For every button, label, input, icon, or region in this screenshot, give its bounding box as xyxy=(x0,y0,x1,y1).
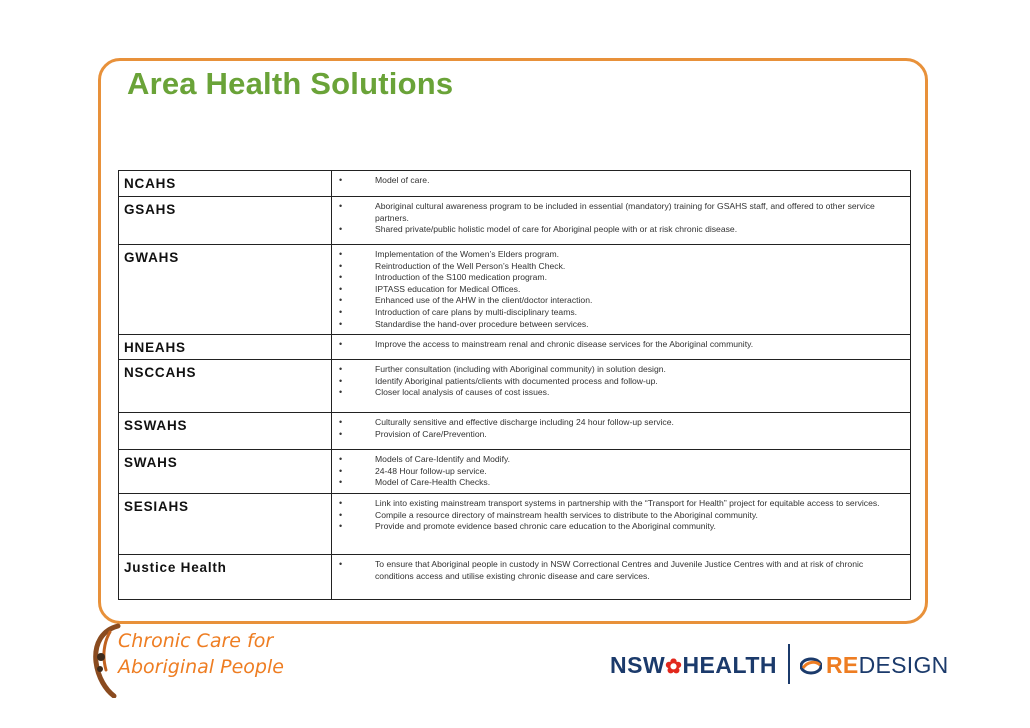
solution-item xyxy=(332,295,904,307)
solutions-cell xyxy=(332,493,911,554)
solutions-cell xyxy=(332,450,911,494)
solutions-cell xyxy=(332,360,911,413)
solution-list xyxy=(332,175,904,187)
bullet-icon: • xyxy=(339,497,343,508)
solution-list xyxy=(332,454,904,489)
solutions-cell xyxy=(332,245,911,335)
solution-text: 24-48 Hour follow-up service. xyxy=(375,465,487,476)
solution-text: Improve the access to mainstream renal and chronic disease services for the Aboriginal community. xyxy=(375,339,754,350)
solution-text: Provision of Care/Prevention. xyxy=(375,428,487,439)
table-row xyxy=(119,335,911,360)
solution-item xyxy=(332,307,904,319)
solution-item xyxy=(332,429,904,441)
solution-text: Models of Care-Identify and Modify. xyxy=(375,454,511,465)
solutions-table xyxy=(118,170,911,600)
bullet-icon: • xyxy=(339,364,343,375)
bullet-icon: • xyxy=(339,428,343,439)
table-row xyxy=(119,171,911,197)
bullet-icon: • xyxy=(339,272,343,283)
solution-item xyxy=(332,224,904,236)
waratah-icon: ✿ xyxy=(665,656,683,678)
bullet-icon: • xyxy=(339,465,343,476)
table-row xyxy=(119,360,911,413)
bullet-icon: • xyxy=(339,417,343,428)
region-name: GSAHS xyxy=(119,197,332,245)
solution-item xyxy=(332,319,904,331)
solution-item xyxy=(332,559,904,582)
bullet-icon: • xyxy=(339,260,343,271)
table-row xyxy=(119,413,911,450)
solution-text: Shared private/public holistic model of care for Aboriginal people with or at risk chronic disease. xyxy=(375,224,738,235)
region-name: NSCCAHS xyxy=(119,360,332,413)
solution-item xyxy=(332,249,904,261)
solution-item xyxy=(332,175,904,187)
solutions-cell xyxy=(332,171,911,197)
table-row xyxy=(119,197,911,245)
table-row xyxy=(119,450,911,494)
program-name-line2: Aboriginal People xyxy=(118,656,284,678)
solution-item xyxy=(332,466,904,478)
page-title: Area Health Solutions xyxy=(127,66,454,101)
solution-list xyxy=(332,559,904,582)
nsw-text: NSW xyxy=(610,652,666,678)
solutions-cell xyxy=(332,413,911,450)
solution-text: Model of care. xyxy=(375,175,430,185)
solution-item xyxy=(332,261,904,273)
bullet-icon: • xyxy=(339,249,343,259)
nsw-health-logo xyxy=(610,652,777,679)
solution-text: Introduction of the S100 medication program. xyxy=(375,272,547,283)
solution-text: Enhanced use of the AHW in the client/doctor interaction. xyxy=(375,295,593,306)
table-row xyxy=(119,554,911,599)
bullet-icon: • xyxy=(339,306,343,317)
solution-text: Link into existing mainstream transport systems in partnership with the “Transport for Health” project for equitable access to services. xyxy=(375,497,880,508)
solution-text: IPTASS education for Medical Offices. xyxy=(375,283,521,294)
solution-item xyxy=(332,521,904,533)
solution-item xyxy=(332,272,904,284)
solution-text: Further consultation (including with Aboriginal community) in solution design. xyxy=(375,364,666,375)
health-text: HEALTH xyxy=(682,652,777,678)
region-name: GWAHS xyxy=(119,245,332,335)
bullet-icon: • xyxy=(339,201,343,211)
region-name: Justice Health xyxy=(119,554,332,599)
solution-item xyxy=(332,376,904,388)
bullet-icon: • xyxy=(339,387,343,398)
solution-item xyxy=(332,510,904,522)
solution-item xyxy=(332,498,904,510)
solution-text: Aboriginal cultural awareness program to be included in essential (mandatory) training for GSAHS staff, and offered to other service partners. xyxy=(375,201,875,223)
solution-text: Standardise the hand-over procedure between services. xyxy=(375,318,589,329)
solution-item xyxy=(332,201,904,224)
bullet-icon: • xyxy=(339,375,343,386)
solution-item xyxy=(332,339,904,351)
bullet-icon: • xyxy=(339,283,343,294)
solution-item xyxy=(332,364,904,376)
redesign-swirl-icon xyxy=(800,655,822,677)
solution-list xyxy=(332,417,904,440)
solution-list xyxy=(332,201,904,236)
bullet-icon: • xyxy=(339,558,343,569)
bullet-icon: • xyxy=(339,454,343,465)
bullet-icon: • xyxy=(339,295,343,306)
region-name: HNEAHS xyxy=(119,335,332,360)
solution-text: Identify Aboriginal patients/clients with documented process and follow-up. xyxy=(375,375,658,386)
region-name: SSWAHS xyxy=(119,413,332,450)
region-name: NCAHS xyxy=(119,171,332,197)
bullet-icon: • xyxy=(339,339,343,350)
solution-text: Provide and promote evidence based chronic care education to the Aboriginal community. xyxy=(375,521,716,532)
solution-text: Implementation of the Women’s Elders program. xyxy=(375,249,560,259)
redesign-design-text: DESIGN xyxy=(858,652,949,678)
table-row xyxy=(119,245,911,335)
bullet-icon: • xyxy=(339,318,343,329)
solution-item xyxy=(332,417,904,429)
solution-list xyxy=(332,339,904,351)
region-name: SWAHS xyxy=(119,450,332,494)
solution-item xyxy=(332,284,904,296)
logo-divider xyxy=(788,644,790,684)
solutions-cell xyxy=(332,197,911,245)
solution-text: To ensure that Aboriginal people in custody in NSW Correctional Centres and Juvenile Justice Centres with and at risk of chronic conditions access and utilise existing chronic disease and care services. xyxy=(375,558,864,581)
solution-text: Culturally sensitive and effective discharge including 24 hour follow-up service. xyxy=(375,417,674,428)
solution-text: Compile a resource directory of mainstream health services to distribute to the Aboriginal community. xyxy=(375,509,758,520)
bullet-icon: • xyxy=(339,521,343,532)
table-row xyxy=(119,493,911,554)
solution-text: Reintroduction of the Well Person’s Health Check. xyxy=(375,260,566,271)
solution-text: Introduction of care plans by multi-disciplinary teams. xyxy=(375,306,578,317)
solution-list xyxy=(332,364,904,399)
bullet-icon: • xyxy=(339,477,343,488)
redesign-re-text: RE xyxy=(826,652,859,678)
solution-item xyxy=(332,454,904,466)
solution-text: Model of Care-Health Checks. xyxy=(375,477,491,488)
solution-item xyxy=(332,477,904,489)
region-name: SESIAHS xyxy=(119,493,332,554)
bullet-icon: • xyxy=(339,175,343,185)
bullet-icon: • xyxy=(339,509,343,520)
solutions-cell xyxy=(332,335,911,360)
solutions-cell xyxy=(332,554,911,599)
solution-item xyxy=(332,387,904,399)
solution-list xyxy=(332,249,904,330)
program-name-line1: Chronic Care for xyxy=(118,630,274,652)
chronic-care-logo xyxy=(88,622,288,700)
solution-list xyxy=(332,498,904,533)
redesign-logo xyxy=(800,652,949,679)
bullet-icon: • xyxy=(339,224,343,235)
solution-text: Closer local analysis of causes of cost issues. xyxy=(375,387,550,398)
